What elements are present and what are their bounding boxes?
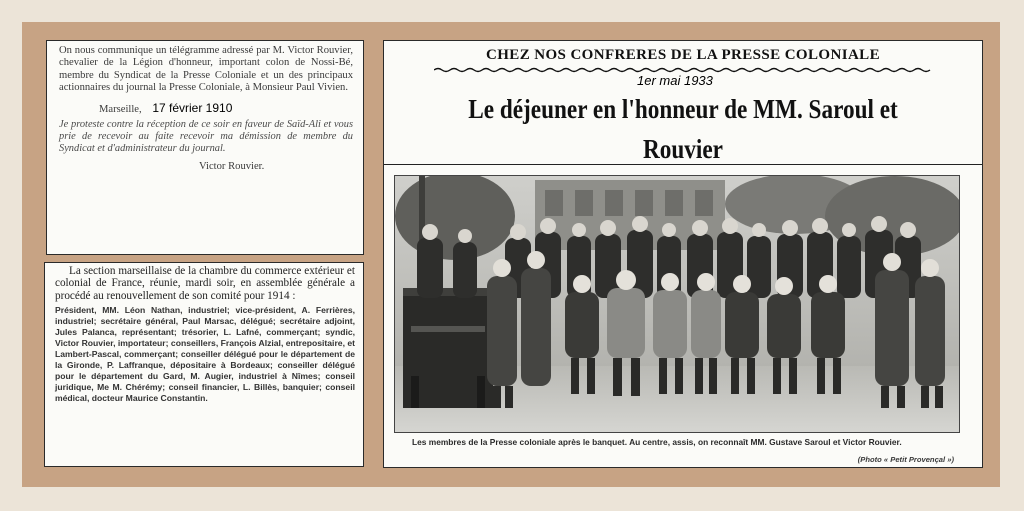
telegram-paragraph: On nous communique un télégramme adressé par M. Victor Rouvier, chevalier de la Légion d'honneur, important colon de Nossi-Bé, membre du Syndicat de la Presse Coloniale et un des principaux actionnaires du journal la Presse Coloniale, à Monsieur Paul Vivien. — [59, 45, 353, 94]
group-photo-illustration — [395, 176, 960, 433]
clipping-press-lunch — [383, 40, 983, 468]
telegram-signature: Victor Rouvier. — [199, 161, 265, 173]
clipping-chamber-of-commerce — [44, 262, 364, 467]
headline-divider — [384, 164, 982, 165]
photo-caption: Les membres de la Presse coloniale après le banquet. Au centre, assis, on reconnaît MM. Gustave Saroul et Victor Rouvier. — [412, 437, 902, 447]
handwritten-date: 17 février 1910 — [152, 100, 233, 115]
telegram-quote: Je proteste contre la réception de ce soir en faveur de Saïd-Ali et vous prie de recevoir au faite recevoir ma démission de membre du Syndicat et d'administrateur du journal. — [59, 118, 353, 155]
headline-line-1: Le déjeuner en l'honneur de MM. Saroul et Rouvier — [468, 94, 898, 164]
dateline-place: Marseille, — [99, 103, 142, 115]
article-kicker: CHEZ NOS CONFRERES DE LA PRESSE COLONIALE — [486, 47, 880, 63]
chamber-lead-paragraph: La section marseillaise de la chambre du commerce extérieur et colonial de France, réunie, mardi soir, en assemblée générale a procédé au renouvellement de son comité pour 1914 : — [55, 265, 355, 302]
group-photo — [394, 175, 960, 433]
chamber-committee-list: Président, MM. Léon Nathan, industriel; vice-président, A. Ferrières, industriel; secrétaire général, Paul Marsac, délégué; secrétaire adjoint, Jules Palanca, représentant; trésorier, L. Lafné, commerçant; syndic, Victor Rouvier, importateur; conseillers, François Alzial, entrepositaire, et Lambert-Pascal, commerçant; conseiller délégué pour le département de la Gironde, P. Laffranque, dépositaire à Bordeaux; conseiller délégué pour le département du Gard, M. Augier, industriel à Nîmes; conseil juridique, Me M. Chérémy; conseil financier, L. Billès, banquier; conseil médical, docteur Maurice Constantin. — [55, 305, 355, 404]
telegram-dateline — [99, 101, 353, 115]
photo-credit: (Photo « Petit Provençal ») — [857, 455, 954, 464]
clipping-telegram — [46, 40, 364, 255]
handwritten-date-note: 1er mai 1933 — [637, 73, 713, 88]
